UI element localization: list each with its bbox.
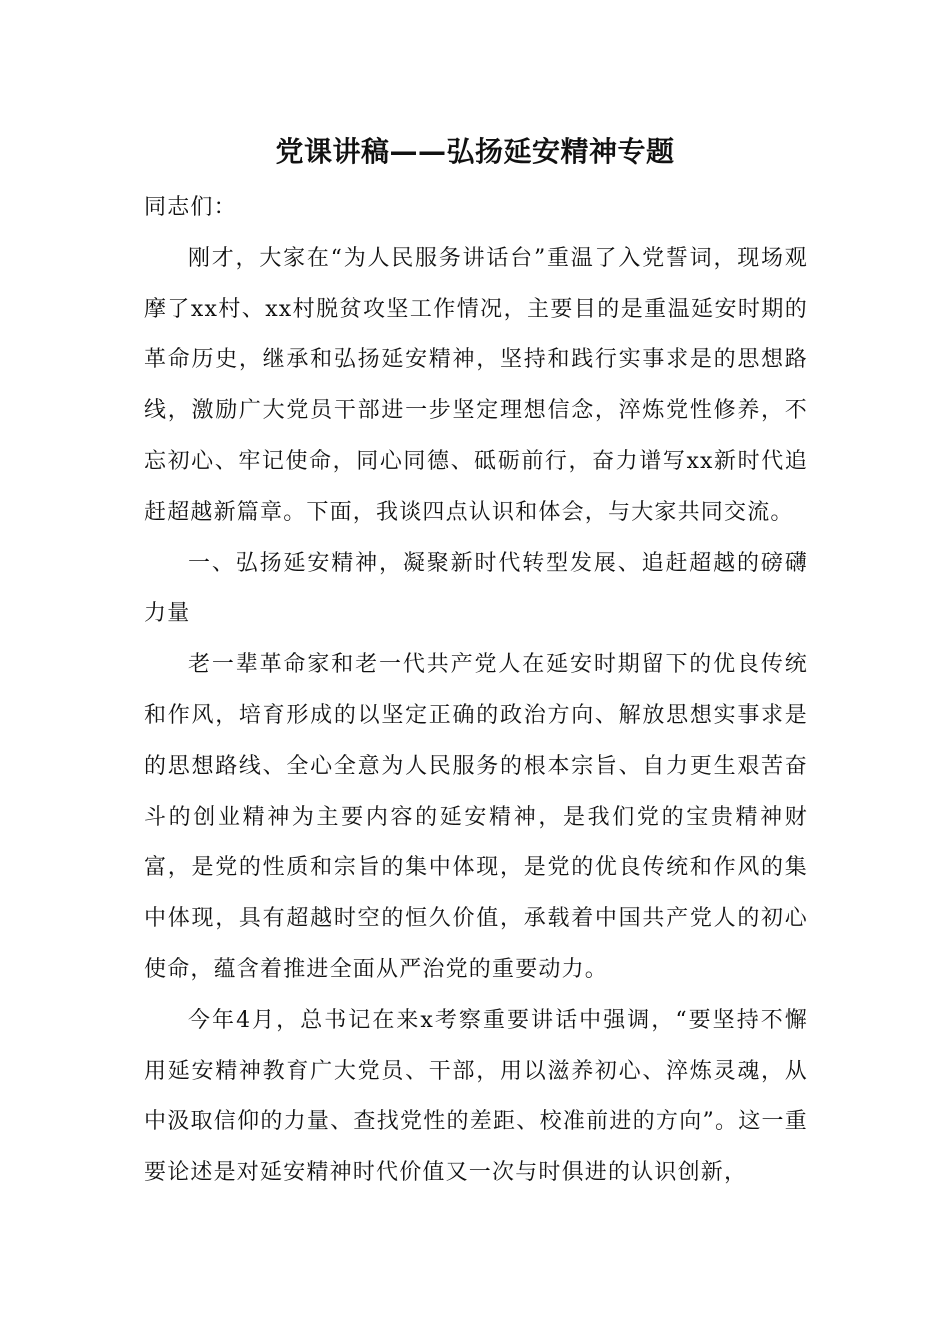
paragraph-intro: 刚才，大家在“为人民服务讲话台”重温了入党誓词，现场观摩了xx村、xx村脱贫攻坚工作情况，主要目的是重温延安时期的革命历史，继承和弘扬延安精神，坚持和践行实事求是的思想路线，激励广大党员干部进一步坚定理想信念，淬炼党性修养，不忘初心、牢记使命，同心同德、砥砺前行，奋力谱写xx新时代追赶超越新篇章。下面，我谈四点认识和体会，与大家共同交流。: [144, 245, 808, 525]
document-title: 党课讲稿——弘扬延安精神专题: [275, 135, 675, 168]
paragraph-april-speech: 今年4月，总书记在来x考察重要讲话中强调，“要坚持不懈用延安精神教育广大党员、干部，用以滋养初心、淬炼灵魂，从中汲取信仰的力量、查找党性的差距、校准前进的方向”。这一重要论述是对延安精神时代价值又一次与时俱进的认识创新，: [144, 1007, 808, 1186]
paragraph-yanan-spirit: 老一辈革命家和老一代共产党人在延安时期留下的优良传统和作风，培育形成的以坚定正确的政治方向、解放思想实事求是的思想路线、全心全意为人民服务的根本宗旨、自力更生艰苦奋斗的创业精神为主要内容的延安精神，是我们党的宝贵精神财富，是党的性质和宗旨的集中体现，是党的优良传统和作风的集中体现，具有超越时空的恒久价值，承载着中国共产党人的初心使命，蕴含着推进全面从严治党的重要动力。: [144, 652, 808, 982]
section-heading-1: 一、弘扬延安精神，凝聚新时代转型发展、追赶超越的磅礴力量: [144, 550, 808, 627]
document-body: [144, 183, 808, 1199]
greeting: 同志们：: [144, 195, 237, 220]
